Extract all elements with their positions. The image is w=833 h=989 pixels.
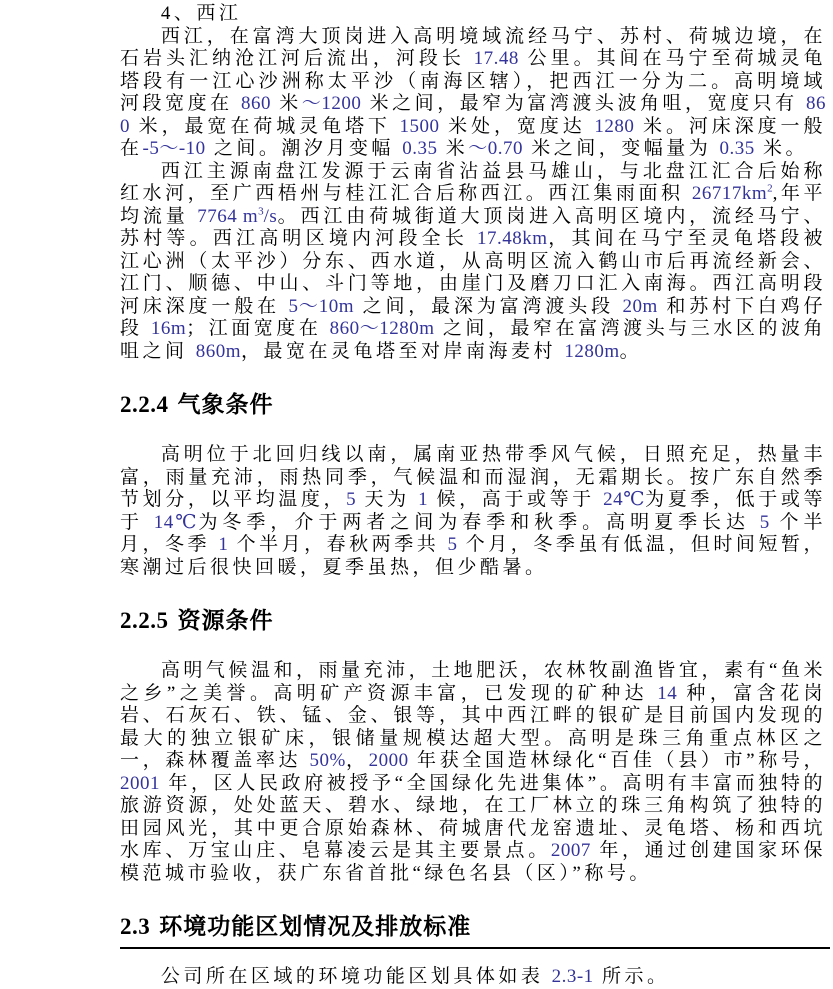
- text-run-zh: 年获全国造林绿化“百佳（县）市”称号，: [408, 750, 826, 771]
- text-run-sup: 3: [258, 205, 264, 218]
- text-run-num: 5: [346, 489, 357, 510]
- text-run-zh: 高明位于北回归线以南，属南亚热带季风气候，日照充足，热量丰富，雨量充沛，雨热同季，气候温和而湿润，无霜期长。按广东自然季节划分，以平均温度，: [120, 444, 826, 510]
- text-run-num: 1280m: [564, 340, 620, 362]
- text-run-zh: 之间，最深为富湾渡头段: [354, 295, 623, 317]
- text-run-num: 860: [120, 93, 826, 137]
- text-run-num: 1: [418, 489, 429, 510]
- text-run-num: 0.35: [719, 138, 755, 159]
- paragraph-xijiang-subheading: [120, 3, 826, 26]
- text-run-zh: 米。河床深度一般在: [120, 115, 826, 159]
- heading-title: 气象条件: [177, 391, 274, 417]
- text-run-zh: 。西江由荷城街道大顶岗进入高明区境内，流经马宁、苏村等。西江高明区境内河段全长: [120, 205, 826, 249]
- text-run-num: 2007: [550, 840, 591, 861]
- text-run-zh: 和苏村下白鸡仔段: [120, 295, 826, 339]
- text-run-num: 14℃: [153, 511, 199, 533]
- text-run-num: 17.48: [473, 48, 519, 69]
- text-run-zh: 所示。: [593, 966, 670, 987]
- text-run-num: 5～10m: [288, 295, 355, 317]
- text-run-zh: ，: [345, 750, 369, 771]
- text-run-zh: 之间，最窄在富湾渡头与三水区的波角咀之间: [120, 318, 826, 362]
- text-run-zh: 米: [437, 138, 469, 159]
- text-run-zh: 米。: [754, 138, 808, 159]
- text-run-num: 2001: [120, 772, 160, 794]
- heading-title: 资源条件: [177, 607, 274, 633]
- text-run-num: 1280: [594, 115, 635, 137]
- text-run-zh: 之间。潮汐月变幅: [205, 138, 403, 159]
- text-run-zh: 高明气候温和，雨量充沛，土地肥沃，农林牧副渔皆宜，素有“鱼米之乡”之美誉。高明矿产资源丰富，已发现的矿种达: [120, 660, 826, 704]
- text-run-zh: 个半月，春秋两季共: [228, 534, 448, 555]
- text-run-num: 2000: [368, 750, 409, 771]
- text-run-num: 20m: [622, 295, 658, 317]
- text-run-zh: 公司所在区域的环境功能区划具体如表: [160, 966, 552, 987]
- text-run-num: ～1200: [301, 93, 362, 114]
- text-run-zh: 。: [619, 340, 643, 362]
- text-run-num: 7764 m: [197, 205, 259, 227]
- heading-title: 环境功能区划情况及排放标准: [159, 913, 472, 939]
- text-run-num: 1: [218, 534, 229, 555]
- text-run-num: 0.35: [402, 138, 438, 159]
- text-run-num: 2.3-1: [551, 966, 594, 987]
- text-run-zh: 4、西江: [160, 3, 242, 24]
- text-run-num: 5: [759, 511, 770, 533]
- paragraph-xijiang-description: [120, 26, 826, 161]
- text-run-zh: 米处，宽度达: [439, 115, 595, 137]
- text-run-num: 1500: [399, 115, 440, 137]
- text-run-zh: 米之间，最窄为富湾渡头波角咀，宽度只有: [361, 93, 806, 114]
- text-run-zh: 米: [270, 93, 302, 114]
- text-run-num: /s: [263, 205, 278, 227]
- heading-number: 2.3: [120, 914, 151, 939]
- text-run-num: 860m: [195, 340, 242, 362]
- text-run-zh: 西江主源南盘江发源于云南省沾益县马雄山，与北盘江汇合后始称红水河，至广西梧州与桂江汇合后称西江。西江集雨面积: [120, 160, 826, 204]
- text-run-zh: 公里。其间在马宁至荷城灵龟塔段有一江心沙洲称太平沙（南海区辖），把西江一分为二。高明境域河段宽度在: [120, 48, 826, 114]
- text-run-zh: ，最宽在灵龟塔至对岸南海麦村: [241, 340, 565, 362]
- text-run-num: ～0.70: [468, 138, 523, 159]
- text-run-zh: 个半月，冬季: [120, 511, 826, 555]
- text-run-zh: 年，通过创建国家环保模范城市验收，获广东省首批“绿色名县（区）”称号。: [120, 840, 826, 884]
- text-run-num: -5～-10: [142, 138, 206, 159]
- text-run-zh: 米之间，变幅量为: [522, 138, 720, 159]
- text-run-zh: 西江，在富湾大顶岗进入高明境域流经马宁、苏村、荷城边境，在石岩头汇纳沧江河后流出，河段长: [120, 25, 826, 69]
- text-run-zh: ；江面宽度在: [186, 318, 330, 339]
- text-run-zh: 种，富含花岗岩、石灰石、铁、锰、金、银等，其中西江畔的银矿是目前国内发现的最大的独立银矿床，银储量规模达超大型。高明是珠三角重点林区之一，森林覆盖率达: [120, 682, 826, 771]
- paragraph-xijiang-source: [120, 161, 826, 364]
- section-heading-resources: [120, 605, 826, 636]
- text-run-zh: 个月，冬季虽有低温，但时间短暂，寒潮过后很快回暖，夏季虽热，但少酷暑。: [120, 534, 826, 578]
- text-run-num: 860～1280m: [329, 318, 435, 339]
- text-run-num: 16m: [150, 318, 187, 339]
- text-run-zh: 年，区人民政府被授予“全国绿化先进集体”。高明有丰富而独特的旅游资源，处处蓝天、碧水、绿地，在工厂林立的珠三角构筑了独特的田园风光，其中更合原始森林、荷城唐代龙窑遗址、灵龟塔、杨和西坑水库、万宝山庄、皂幕凌云是其主要景点。: [120, 772, 826, 861]
- heading-number: 2.2.4: [120, 392, 169, 417]
- text-run-zh: 候，高于或等于: [428, 489, 604, 510]
- text-run-sup: 2: [767, 182, 773, 195]
- text-run-zh: 天为: [356, 489, 419, 510]
- text-run-num: 17.48km: [477, 228, 548, 249]
- paragraph-zoning-intro: [120, 966, 826, 989]
- paragraph-resources: [120, 660, 826, 885]
- heading-number: 2.2.5: [120, 608, 169, 633]
- section-heading-meteorology: [120, 389, 826, 420]
- text-run-num: 24℃: [603, 489, 646, 510]
- text-run-zh: ，其间在马宁至灵龟塔段被江心洲（太平沙）分东、西水道，从高明区流入鹤山市后再流经新会、江门、顺德、中山、斗门等地，由崖门及磨刀口汇入南海。西江高明段河床深度一般在: [120, 228, 826, 317]
- text-run-num: 5: [447, 534, 458, 555]
- text-run-num: 50%: [309, 750, 346, 771]
- section-heading-env-function-zoning: [120, 911, 826, 942]
- paragraph-meteorology: [120, 444, 826, 579]
- text-run-zh: ,年平均流量: [120, 183, 826, 227]
- table-top-border: [120, 947, 830, 949]
- text-run-zh: 米，最宽在荷城灵龟塔下: [130, 115, 400, 137]
- text-run-num: 860: [240, 93, 271, 114]
- text-run-zh: 为夏季，低于或等于: [120, 489, 826, 533]
- document-content: [120, 3, 826, 989]
- text-run-zh: 为冬季，介于两者之间为春季和秋季。高明夏季长达: [198, 511, 760, 533]
- text-run-num: 26717km: [691, 183, 768, 204]
- text-run-num: 14: [657, 682, 678, 704]
